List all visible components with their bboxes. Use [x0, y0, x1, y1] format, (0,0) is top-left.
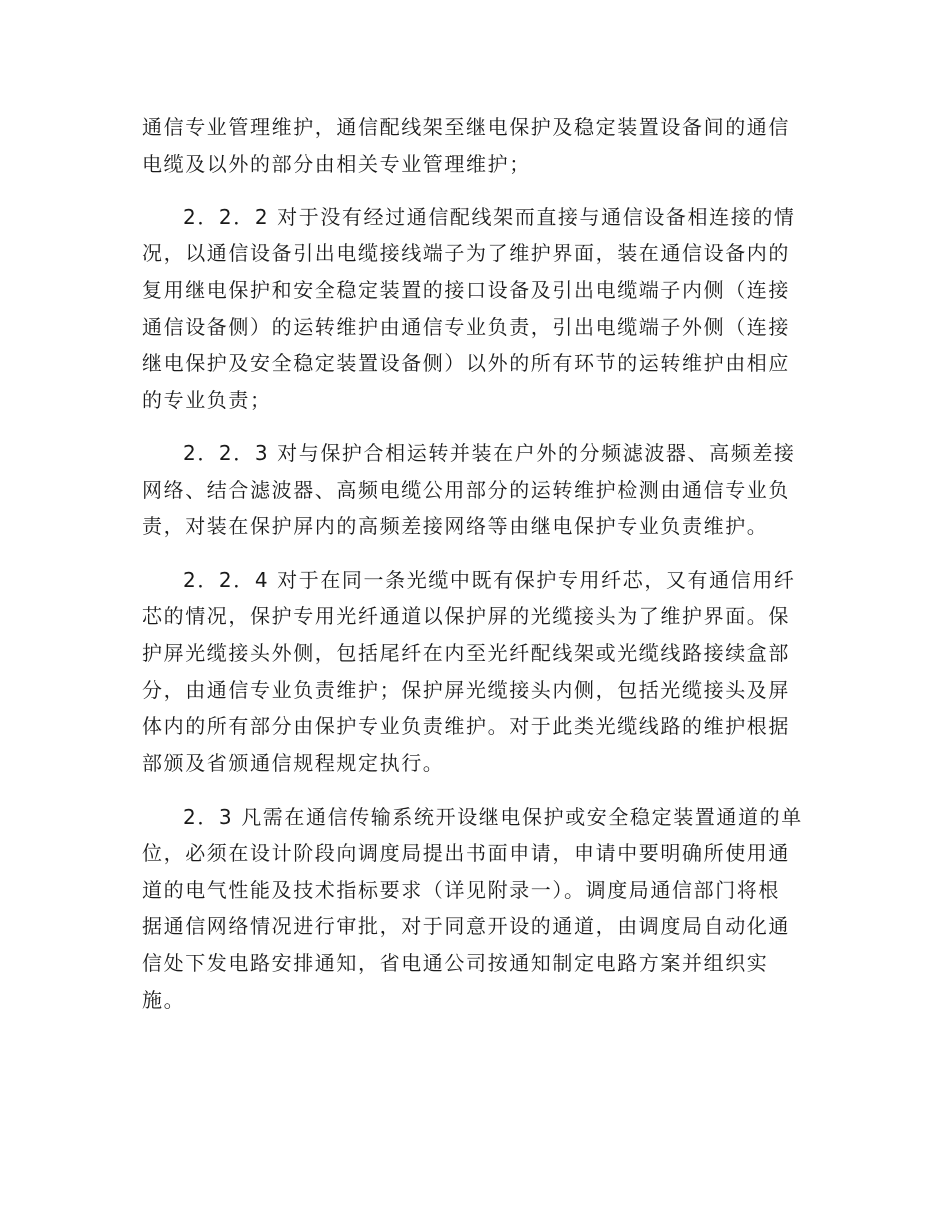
paragraph-5-line-2: 位，必须在设计阶段向调度局提出书面申请，申请中要明确所使用通	[142, 841, 790, 865]
paragraph-5-line-3: 道的电气性能及技术指标要求（详见附录一）。调度局通信部门将根	[142, 878, 780, 902]
paragraph-3-line-1: 2．2．3 对与保护合相运转并装在户外的分频滤波器、高频差接	[183, 441, 796, 465]
paragraph-4-line-1: 2．2．4 对于在同一条光缆中既有保护专用纤芯，又有通信用纤	[183, 568, 796, 592]
paragraph-5-line-5: 信处下发电路安排通知，省电通公司按通知制定电路方案并组织实	[142, 951, 769, 975]
paragraph-2-line-6: 的专业负责；	[142, 388, 272, 412]
paragraph-2-line-4: 通信设备侧）的运转维护由通信专业负责，引出电缆端子外侧（连接	[142, 315, 790, 339]
paragraph-1-line-1: 通信专业管理维护，通信配线架至继电保护及稳定装置设备间的通信	[142, 115, 790, 139]
paragraph-3-line-2: 网络、结合滤波器、高频电缆公用部分的运转维护检测由通信专业负	[142, 478, 790, 502]
paragraph-2-line-1: 2．2．2 对于没有经过通信配线架而直接与通信设备相连接的情	[183, 205, 796, 229]
paragraph-2-line-5: 继电保护及安全稳定装置设备侧）以外的所有环节的运转维护由相应	[142, 351, 790, 375]
paragraph-5-line-4: 据通信网络情况进行审批，对于同意开设的通道，由调度局自动化通	[142, 914, 790, 938]
paragraph-1-line-2: 电缆及以外的部分由相关专业管理维护；	[142, 152, 531, 176]
paragraph-4-line-6: 部颁及省颁通信规程规定执行。	[142, 751, 445, 775]
paragraph-4-line-3: 护屏光缆接头外侧，包括尾纤在内至光纤配线架或光缆线路接续盒部	[142, 641, 790, 665]
paragraph-3-line-3: 责，对装在保护屏内的高频差接网络等由继电保护专业负责维护。	[142, 514, 769, 538]
paragraph-2-line-2: 况，以通信设备引出电缆接线端子为了维护界面，装在通信设备内的	[142, 241, 790, 265]
paragraph-5-line-6: 施。	[142, 988, 186, 1012]
paragraph-4-line-4: 分，由通信专业负责维护；保护屏光缆接头内侧，包括光缆接头及屏	[142, 678, 790, 702]
paragraph-4-line-2: 芯的情况，保护专用光纤通道以保护屏的光缆接头为了维护界面。保	[142, 604, 790, 628]
paragraph-4-line-5: 体内的所有部分由保护专业负责维护。对于此类光缆线路的维护根据	[142, 714, 790, 738]
paragraph-5-line-1: 2．3 凡需在通信传输系统开设继电保护或安全稳定装置通道的单	[183, 805, 803, 829]
paragraph-2-line-3: 复用继电保护和安全稳定装置的接口设备及引出电缆端子内侧（连接	[142, 278, 790, 302]
